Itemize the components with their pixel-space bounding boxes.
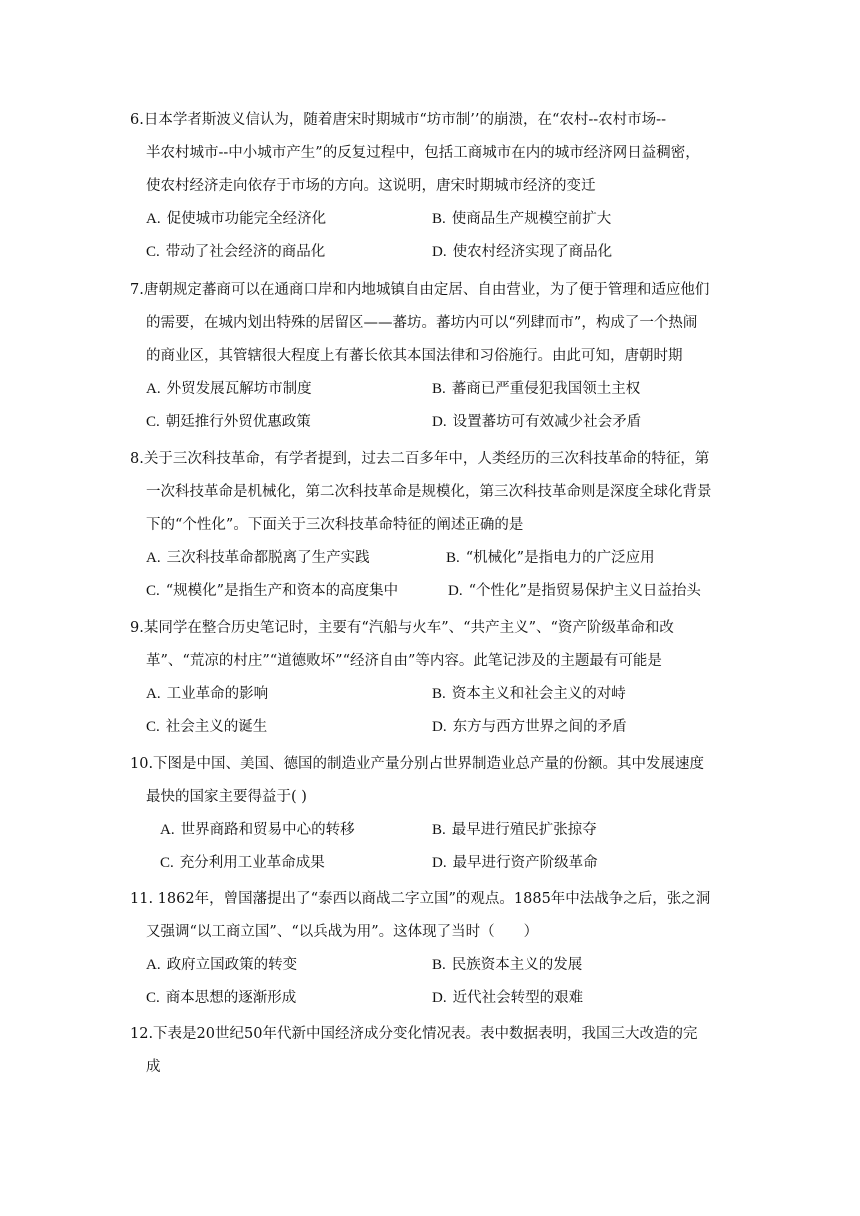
question-text-line: 最快的国家主要得益于( ) xyxy=(146,789,307,805)
options-row xyxy=(130,711,730,744)
option-d[interactable]: D. 东方与西方世界之间的矛盾 xyxy=(432,719,627,735)
question-text-line: 的需要，在城内划出特殊的居留区——蕃坊。蕃坊内可以“列肆而市”，构成了一个热闹 xyxy=(146,315,698,331)
question-text-line: 7.唐朝规定蕃商可以在通商口岸和内地城镇自由定居、自由营业，为了便于管理和适应他们 xyxy=(130,282,710,298)
options-row xyxy=(130,847,730,880)
question-text-line: 半农村城市--中小城市产生”的反复过程中，包括工商城市在内的城市经济网日益稠密， xyxy=(146,145,700,161)
option-c[interactable]: C. 朝廷推行外贸优惠政策 xyxy=(146,414,311,430)
question-text-line: 10.下图是中国、美国、德国的制造业产量分别占世界制造业总产量的份额。其中发展速度 xyxy=(130,756,705,772)
options-row xyxy=(130,542,730,575)
question-text-line: 下的“个性化”。下面关于三次科技革命特征的阐述正确的是 xyxy=(146,517,524,533)
options-row xyxy=(130,575,730,608)
option-b[interactable]: B. 民族资本主义的发展 xyxy=(432,957,583,973)
option-a[interactable]: A. 世界商路和贸易中心的转移 xyxy=(160,822,355,838)
options-row xyxy=(130,203,730,236)
option-c[interactable]: C. “规模化”是指生产和资本的高度集中 xyxy=(146,583,399,599)
option-d[interactable]: D. 近代社会转型的艰难 xyxy=(432,990,584,1006)
question-10 xyxy=(130,748,730,880)
options-row xyxy=(130,814,730,847)
question-text-line: 8.关于三次科技革命，有学者提到，过去二百多年中，人类经历的三次科技革命的特征，第 xyxy=(130,451,710,467)
question-text-line: 成 xyxy=(146,1059,161,1075)
option-d[interactable]: D. “个性化”是指贸易保护主义日益抬头 xyxy=(448,583,701,599)
option-b[interactable]: B. 最早进行殖民扩张掠夺 xyxy=(432,822,597,838)
option-a[interactable]: A. 三次科技革命都脱离了生产实践 xyxy=(146,550,370,566)
question-text-line: 6.日本学者斯波义信认为，随着唐宋时期城市“坊市制’’的崩溃，在“农村--农村市场-- xyxy=(130,112,666,128)
question-text-line: 11. 1862年，曾国藩提出了“泰西以商战二字立国”的观点。1885年中法战争之后，张之洞 xyxy=(130,891,711,907)
question-9 xyxy=(130,612,730,744)
option-d[interactable]: D. 设置蕃坊可有效减少社会矛盾 xyxy=(432,414,642,430)
options-row xyxy=(130,406,730,439)
question-text-line: 又强调“以工商立国”、“以兵战为用”。这体现了当时（ ） xyxy=(146,924,539,940)
option-c[interactable]: C. 充分利用工业革命成果 xyxy=(160,855,325,871)
question-text-line: 一次科技革命是机械化，第二次科技革命是规模化，第三次科技革命则是深度全球化背景 xyxy=(146,484,712,500)
option-a[interactable]: A. 促使城市功能完全经济化 xyxy=(146,211,327,227)
question-text-line: 使农村经济走向依存于市场的方向。这说明，唐宋时期城市经济的变迁 xyxy=(146,178,596,194)
options-row xyxy=(130,982,730,1015)
options-row xyxy=(130,949,730,982)
question-8 xyxy=(130,443,730,608)
option-b[interactable]: B. “机械化”是指电力的广泛应用 xyxy=(446,550,655,566)
question-7 xyxy=(130,274,730,439)
question-12 xyxy=(130,1018,730,1084)
question-text-line: 9.某同学在整合历史笔记时，主要有“汽船与火车”、“共产主义”、“资产阶级革命和改 xyxy=(130,620,674,636)
question-6 xyxy=(130,104,730,269)
option-a[interactable]: A. 外贸发展瓦解坊市制度 xyxy=(146,381,312,397)
option-c[interactable]: C. 商本思想的逐渐形成 xyxy=(146,990,297,1006)
options-row xyxy=(130,678,730,711)
options-row xyxy=(130,236,730,269)
question-text-line: 革”、“荒凉的村庄”“道德败坏”“经济自由”等内容。此笔记涉及的主题最有可能是 xyxy=(146,653,662,669)
option-c[interactable]: C. 社会主义的诞生 xyxy=(146,719,268,735)
option-d[interactable]: D. 最早进行资产阶级革命 xyxy=(432,855,598,871)
options-row xyxy=(130,373,730,406)
question-text-line: 的商业区，其管辖很大程度上有蕃长依其本国法律和习俗施行。由此可知，唐朝时期 xyxy=(146,348,683,364)
option-a[interactable]: A. 工业革命的影响 xyxy=(146,686,269,702)
question-text-line: 12.下表是20世纪50年代新中国经济成分变化情况表。表中数据表明，我国三大改造的完 xyxy=(130,1026,698,1042)
option-b[interactable]: B. 蕃商已严重侵犯我国领土主权 xyxy=(432,381,641,397)
option-a[interactable]: A. 政府立国政策的转变 xyxy=(146,957,298,973)
option-d[interactable]: D. 使农村经济实现了商品化 xyxy=(432,244,613,260)
option-b[interactable]: B. 资本主义和社会主义的对峙 xyxy=(432,686,626,702)
option-b[interactable]: B. 使商品生产规模空前扩大 xyxy=(432,211,612,227)
option-c[interactable]: C. 带动了社会经济的商品化 xyxy=(146,244,326,260)
question-11 xyxy=(130,883,730,1015)
